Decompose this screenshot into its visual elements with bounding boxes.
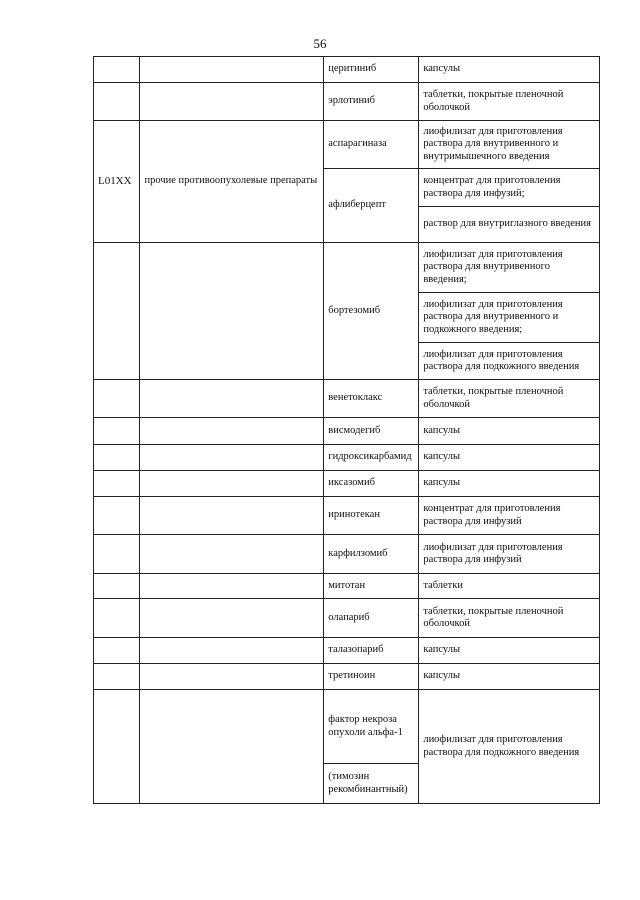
drug-name-cell: аспарагиназа: [324, 121, 419, 169]
group-name-cell: [140, 599, 324, 638]
table-row: [94, 497, 600, 535]
table-row: [94, 638, 600, 664]
group-name-cell: [140, 445, 324, 471]
drug-name-cell: олапариб: [324, 599, 419, 638]
drug-name-cell: третиноин: [324, 664, 419, 690]
group-name-cell: [140, 83, 324, 121]
dosage-form-cell: таблетки, покрытые пленочной оболочкой: [419, 83, 600, 121]
code-cell: [94, 599, 140, 638]
dosage-form-cell: раствор для внутриглазного введения: [419, 207, 600, 243]
drug-name-cell: висмодегиб: [324, 418, 419, 445]
code-cell: [94, 380, 140, 418]
code-cell: [94, 418, 140, 445]
drug-name-cell: митотан: [324, 574, 419, 599]
drug-name-cell: бортезомиб: [324, 243, 419, 380]
table-row: [94, 471, 600, 497]
drug-table: [93, 56, 600, 804]
code-cell: [94, 497, 140, 535]
group-name-cell: [140, 380, 324, 418]
table-row: [94, 574, 600, 599]
group-name-cell: [140, 57, 324, 83]
table-row: [94, 664, 600, 690]
code-cell: [94, 445, 140, 471]
code-cell: [94, 664, 140, 690]
drug-name-cell: карфилзомиб: [324, 535, 419, 574]
code-cell: [94, 535, 140, 574]
group-name-cell: [140, 471, 324, 497]
drug-name-cell: венетоклакс: [324, 380, 419, 418]
table-row: [94, 121, 600, 169]
table-row: [94, 535, 600, 574]
dosage-form-cell: концентрат для приготовления раствора для инфузий: [419, 497, 600, 535]
dosage-form-cell: капсулы: [419, 664, 600, 690]
dosage-form-cell: таблетки: [419, 574, 600, 599]
group-name-cell: прочие противоопухолевые препараты: [140, 121, 324, 243]
dosage-form-cell: капсулы: [419, 471, 600, 497]
atc-code-cell: L01XX: [94, 121, 140, 243]
table-row: [94, 599, 600, 638]
drug-name-cell: талазопариб: [324, 638, 419, 664]
dosage-form-cell: капсулы: [419, 445, 600, 471]
dosage-form-cell: таблетки, покрытые пленочной оболочкой: [419, 599, 600, 638]
group-name-cell: [140, 690, 324, 804]
dosage-form-cell: капсулы: [419, 418, 600, 445]
dosage-form-cell: капсулы: [419, 638, 600, 664]
table-row: [94, 83, 600, 121]
dosage-form-cell: концентрат для приготовления раствора для инфузий;: [419, 169, 600, 207]
drug-name-cell: церитиниб: [324, 57, 419, 83]
code-cell: [94, 638, 140, 664]
code-cell: [94, 471, 140, 497]
dosage-form-cell: лиофилизат для приготовления раствора для подкожного введения: [419, 343, 600, 380]
table-row: [94, 57, 600, 83]
group-name-cell: [140, 418, 324, 445]
dosage-form-cell: лиофилизат для приготовления раствора для внутривенного и подкожного введения;: [419, 293, 600, 343]
dosage-form-cell: лиофилизат для приготовления раствора для подкожного введения: [419, 690, 600, 804]
table-row: [94, 690, 600, 764]
drug-name-cell: (тимозин рекомбинантный): [324, 764, 419, 804]
group-name-cell: [140, 243, 324, 380]
group-name-cell: [140, 664, 324, 690]
table-row: [94, 243, 600, 293]
code-cell: [94, 83, 140, 121]
dosage-form-cell: таблетки, покрытые пленочной оболочкой: [419, 380, 600, 418]
code-cell: [94, 57, 140, 83]
drug-name-cell: иксазомиб: [324, 471, 419, 497]
drug-name-cell: эрлотиниб: [324, 83, 419, 121]
table-row: [94, 445, 600, 471]
drug-name-cell: иринотекан: [324, 497, 419, 535]
table-row: [94, 418, 600, 445]
dosage-form-cell: лиофилизат для приготовления раствора для внутривенного и внутримышечного введения: [419, 121, 600, 169]
dosage-form-cell: лиофилизат для приготовления раствора для инфузий: [419, 535, 600, 574]
code-cell: [94, 574, 140, 599]
group-name-cell: [140, 638, 324, 664]
table-row: [94, 380, 600, 418]
dosage-form-cell: капсулы: [419, 57, 600, 83]
drug-name-cell: гидроксикарбамид: [324, 445, 419, 471]
code-cell: [94, 690, 140, 804]
group-name-cell: [140, 497, 324, 535]
group-name-cell: [140, 535, 324, 574]
page-number: 56: [313, 36, 327, 51]
dosage-form-cell: лиофилизат для приготовления раствора для внутривенного введения;: [419, 243, 600, 293]
drug-name-cell: афлиберцепт: [324, 169, 419, 243]
code-cell: [94, 243, 140, 380]
drug-name-cell: фактор некроза опухоли альфа-1: [324, 690, 419, 764]
group-name-cell: [140, 574, 324, 599]
